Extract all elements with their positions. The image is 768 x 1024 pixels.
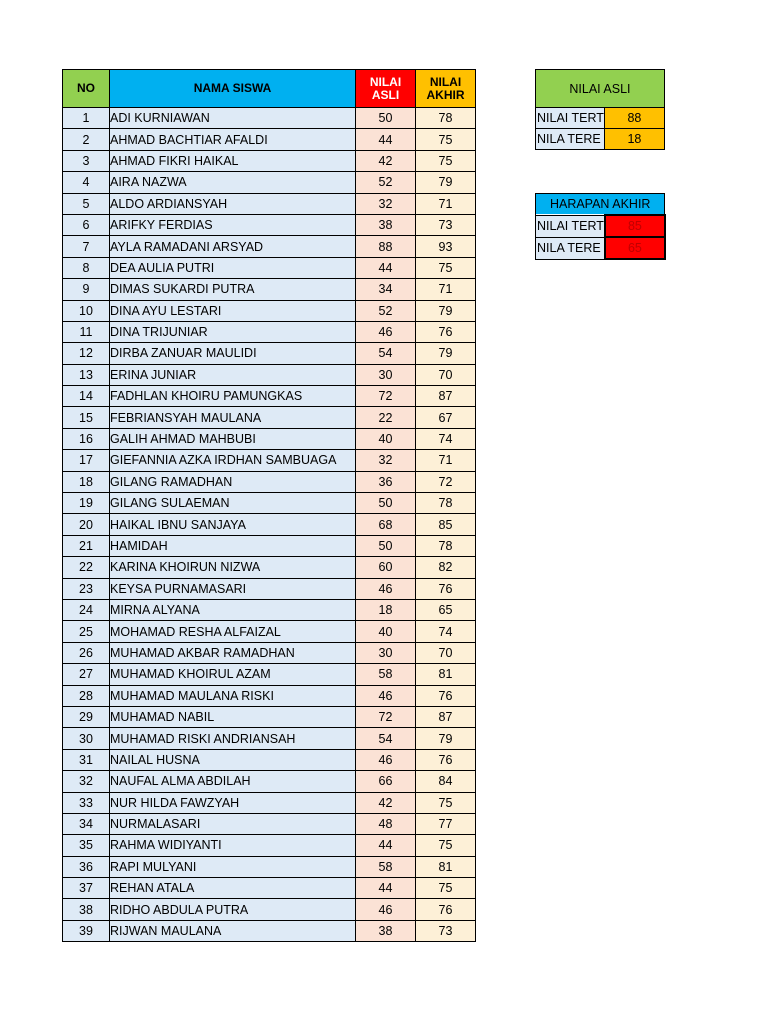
cell-nama[interactable]: MUHAMAD RISKI ANDRIANSAH xyxy=(110,728,356,749)
cell-nama[interactable]: NAUFAL ALMA ABDILAH xyxy=(110,771,356,792)
cell-nilai-akhir[interactable]: 76 xyxy=(416,685,476,706)
cell-nama[interactable]: REHAN ATALA xyxy=(110,878,356,899)
cell-nilai-asli[interactable]: 58 xyxy=(356,664,416,685)
cell-nilai-asli[interactable]: 44 xyxy=(356,878,416,899)
cell-nilai-asli[interactable]: 32 xyxy=(356,193,416,214)
harapan-max-value[interactable]: 85 xyxy=(605,215,665,237)
cell-nilai-asli[interactable]: 44 xyxy=(356,835,416,856)
cell-no[interactable]: 2 xyxy=(63,129,110,150)
table-row xyxy=(63,599,476,620)
cell-nama[interactable]: KARINA KHOIRUN NIZWA xyxy=(110,557,356,578)
cell-nama[interactable]: MUHAMAD KHOIRUL AZAM xyxy=(110,664,356,685)
harapan-akhir-title[interactable]: HARAPAN AKHIR xyxy=(536,194,665,216)
cell-nilai-asli[interactable]: 32 xyxy=(356,450,416,471)
cell-nilai-asli[interactable]: 44 xyxy=(356,257,416,278)
harapan-min-label[interactable]: NILA TERE xyxy=(536,237,605,259)
cell-nama[interactable]: DINA AYU LESTARI xyxy=(110,300,356,321)
table-row xyxy=(63,257,476,278)
cell-no[interactable]: 29 xyxy=(63,706,110,727)
table-row xyxy=(63,685,476,706)
cell-nama[interactable]: NAILAL HUSNA xyxy=(110,749,356,770)
nilai-asli-max-label[interactable]: NILAI TERT xyxy=(536,108,605,129)
header-nilai-akhir-line2: AKHIR xyxy=(426,87,465,102)
cell-no[interactable]: 37 xyxy=(63,878,110,899)
cell-nilai-asli[interactable]: 34 xyxy=(356,279,416,300)
table-row xyxy=(63,471,476,492)
cell-nama[interactable]: MUHAMAD AKBAR RAMADHAN xyxy=(110,642,356,663)
cell-nama[interactable]: MUHAMAD NABIL xyxy=(110,706,356,727)
table-body xyxy=(63,108,476,942)
cell-nilai-akhir[interactable]: 71 xyxy=(416,279,476,300)
table-row xyxy=(63,514,476,535)
cell-nilai-asli[interactable]: 54 xyxy=(356,343,416,364)
cell-nilai-akhir[interactable]: 79 xyxy=(416,172,476,193)
cell-nilai-akhir[interactable]: 75 xyxy=(416,150,476,171)
table-row xyxy=(63,749,476,770)
table-row xyxy=(63,621,476,642)
cell-nama[interactable]: AIRA NAZWA xyxy=(110,172,356,193)
cell-nilai-akhir[interactable]: 72 xyxy=(416,471,476,492)
cell-nilai-asli[interactable]: 42 xyxy=(356,792,416,813)
cell-nilai-akhir[interactable]: 76 xyxy=(416,749,476,770)
cell-nilai-akhir[interactable]: 78 xyxy=(416,108,476,129)
cell-nilai-akhir[interactable]: 75 xyxy=(416,835,476,856)
header-nilai-akhir-line1: NILAI xyxy=(429,74,462,89)
cell-nilai-akhir[interactable]: 70 xyxy=(416,642,476,663)
cell-nama[interactable]: RIJWAN MAULANA xyxy=(110,920,356,941)
table-row xyxy=(63,279,476,300)
summary-row xyxy=(536,129,665,150)
nilai-asli-summary xyxy=(535,69,665,150)
nilai-asli-min-value[interactable]: 18 xyxy=(604,129,664,150)
header-no[interactable]: NO xyxy=(63,70,110,108)
table-row xyxy=(63,493,476,514)
header-nilai-asli[interactable] xyxy=(356,70,416,108)
cell-nilai-asli[interactable]: 46 xyxy=(356,749,416,770)
table-row xyxy=(63,878,476,899)
cell-nama[interactable]: MIRNA ALYANA xyxy=(110,599,356,620)
cell-nilai-akhir[interactable]: 87 xyxy=(416,386,476,407)
summary-row xyxy=(536,108,665,129)
cell-nama[interactable]: MUHAMAD MAULANA RISKI xyxy=(110,685,356,706)
nilai-asli-max-value[interactable]: 88 xyxy=(604,108,664,129)
nilai-asli-min-label[interactable]: NILA TERE xyxy=(536,129,605,150)
cell-nilai-asli[interactable]: 18 xyxy=(356,599,416,620)
cell-no[interactable]: 10 xyxy=(63,300,110,321)
student-score-table xyxy=(62,69,476,942)
cell-no[interactable]: 32 xyxy=(63,771,110,792)
cell-nilai-akhir[interactable]: 73 xyxy=(416,920,476,941)
table-row xyxy=(63,535,476,556)
table-row xyxy=(63,557,476,578)
table-row xyxy=(63,728,476,749)
cell-no[interactable]: 34 xyxy=(63,813,110,834)
cell-no[interactable]: 23 xyxy=(63,578,110,599)
cell-nilai-asli[interactable]: 46 xyxy=(356,899,416,920)
cell-nama[interactable]: AYLA RAMADANI ARSYAD xyxy=(110,236,356,257)
cell-nilai-akhir[interactable]: 75 xyxy=(416,792,476,813)
table-row xyxy=(63,835,476,856)
table-row xyxy=(63,642,476,663)
cell-no[interactable]: 11 xyxy=(63,321,110,342)
cell-nilai-asli[interactable]: 88 xyxy=(356,236,416,257)
cell-nilai-asli[interactable]: 50 xyxy=(356,493,416,514)
table-row xyxy=(63,450,476,471)
cell-nama[interactable]: GILANG SULAEMAN xyxy=(110,493,356,514)
cell-no[interactable]: 18 xyxy=(63,471,110,492)
cell-no[interactable]: 13 xyxy=(63,364,110,385)
cell-nilai-asli[interactable]: 52 xyxy=(356,300,416,321)
cell-nilai-asli[interactable]: 30 xyxy=(356,642,416,663)
cell-nama[interactable]: GILANG RAMADHAN xyxy=(110,471,356,492)
cell-no[interactable]: 1 xyxy=(63,108,110,129)
header-nilai-asli-line2: ASLI xyxy=(371,87,400,102)
cell-nilai-akhir[interactable]: 81 xyxy=(416,856,476,877)
cell-no[interactable]: 16 xyxy=(63,428,110,449)
cell-no[interactable]: 4 xyxy=(63,172,110,193)
cell-nama[interactable]: ADI KURNIAWAN xyxy=(110,108,356,129)
cell-nama[interactable]: MOHAMAD RESHA ALFAIZAL xyxy=(110,621,356,642)
cell-nama[interactable]: AHMAD FIKRI HAIKAL xyxy=(110,150,356,171)
cell-nilai-asli[interactable]: 42 xyxy=(356,150,416,171)
table-row xyxy=(63,193,476,214)
cell-nama[interactable]: DEA AULIA PUTRI xyxy=(110,257,356,278)
cell-nilai-akhir[interactable]: 78 xyxy=(416,493,476,514)
cell-nilai-asli[interactable]: 60 xyxy=(356,557,416,578)
table-row xyxy=(63,792,476,813)
cell-nama[interactable]: NURMALASARI xyxy=(110,813,356,834)
cell-nilai-akhir[interactable]: 76 xyxy=(416,578,476,599)
cell-no[interactable]: 8 xyxy=(63,257,110,278)
table-row xyxy=(63,386,476,407)
cell-no[interactable]: 26 xyxy=(63,642,110,663)
table-row xyxy=(63,664,476,685)
cell-nilai-akhir[interactable]: 75 xyxy=(416,878,476,899)
summary-row xyxy=(536,215,665,237)
table-row xyxy=(63,214,476,235)
table-row xyxy=(63,150,476,171)
cell-no[interactable]: 22 xyxy=(63,557,110,578)
cell-no[interactable]: 25 xyxy=(63,621,110,642)
cell-no[interactable]: 39 xyxy=(63,920,110,941)
cell-nama[interactable]: AHMAD BACHTIAR AFALDI xyxy=(110,129,356,150)
cell-nilai-akhir[interactable]: 85 xyxy=(416,514,476,535)
cell-nilai-asli[interactable]: 68 xyxy=(356,514,416,535)
cell-nilai-akhir[interactable]: 79 xyxy=(416,343,476,364)
cell-no[interactable]: 28 xyxy=(63,685,110,706)
table-header-row xyxy=(63,70,476,108)
cell-nilai-asli[interactable]: 58 xyxy=(356,856,416,877)
cell-no[interactable]: 38 xyxy=(63,899,110,920)
cell-no[interactable]: 7 xyxy=(63,236,110,257)
cell-no[interactable]: 5 xyxy=(63,193,110,214)
cell-no[interactable]: 35 xyxy=(63,835,110,856)
cell-no[interactable]: 6 xyxy=(63,214,110,235)
table-row xyxy=(63,813,476,834)
cell-nilai-asli[interactable]: 30 xyxy=(356,364,416,385)
cell-nilai-asli[interactable]: 72 xyxy=(356,706,416,727)
cell-nilai-asli[interactable]: 48 xyxy=(356,813,416,834)
cell-no[interactable]: 3 xyxy=(63,150,110,171)
cell-nilai-akhir[interactable]: 76 xyxy=(416,899,476,920)
cell-nilai-asli[interactable]: 50 xyxy=(356,108,416,129)
cell-nilai-asli[interactable]: 40 xyxy=(356,428,416,449)
cell-nilai-akhir[interactable]: 70 xyxy=(416,364,476,385)
cell-nilai-akhir[interactable]: 77 xyxy=(416,813,476,834)
cell-nama[interactable]: ALDO ARDIANSYAH xyxy=(110,193,356,214)
cell-nama[interactable]: DIMAS SUKARDI PUTRA xyxy=(110,279,356,300)
cell-nilai-asli[interactable]: 22 xyxy=(356,407,416,428)
table-row xyxy=(63,236,476,257)
cell-nilai-asli[interactable]: 36 xyxy=(356,471,416,492)
cell-nama[interactable]: ARIFKY FERDIAS xyxy=(110,214,356,235)
cell-no[interactable]: 15 xyxy=(63,407,110,428)
table-row xyxy=(63,428,476,449)
cell-nilai-akhir[interactable]: 79 xyxy=(416,728,476,749)
header-nilai-akhir[interactable] xyxy=(416,70,476,108)
cell-nilai-asli[interactable]: 46 xyxy=(356,321,416,342)
cell-nama[interactable]: RIDHO ABDULA PUTRA xyxy=(110,899,356,920)
harapan-max-label[interactable]: NILAI TERT xyxy=(536,215,605,237)
cell-nilai-akhir[interactable]: 79 xyxy=(416,300,476,321)
cell-nilai-asli[interactable]: 54 xyxy=(356,728,416,749)
cell-nilai-akhir[interactable]: 67 xyxy=(416,407,476,428)
cell-nilai-asli[interactable]: 38 xyxy=(356,920,416,941)
cell-nilai-asli[interactable]: 46 xyxy=(356,578,416,599)
table-row xyxy=(63,856,476,877)
cell-nilai-akhir[interactable]: 75 xyxy=(416,129,476,150)
cell-nama[interactable]: DINA TRIJUNIAR xyxy=(110,321,356,342)
cell-nilai-asli[interactable]: 72 xyxy=(356,386,416,407)
nilai-asli-title[interactable]: NILAI ASLI xyxy=(536,70,665,108)
cell-nilai-asli[interactable]: 66 xyxy=(356,771,416,792)
table-row xyxy=(63,321,476,342)
cell-nilai-akhir[interactable]: 84 xyxy=(416,771,476,792)
table-row xyxy=(63,771,476,792)
table-row xyxy=(63,364,476,385)
table-row xyxy=(63,578,476,599)
cell-no[interactable]: 31 xyxy=(63,749,110,770)
cell-nilai-akhir[interactable]: 73 xyxy=(416,214,476,235)
cell-nilai-asli[interactable]: 46 xyxy=(356,685,416,706)
cell-nama[interactable]: HAIKAL IBNU SANJAYA xyxy=(110,514,356,535)
harapan-min-value[interactable]: 65 xyxy=(605,237,665,259)
cell-no[interactable]: 27 xyxy=(63,664,110,685)
cell-no[interactable]: 30 xyxy=(63,728,110,749)
cell-nilai-akhir[interactable]: 71 xyxy=(416,193,476,214)
table-row xyxy=(63,343,476,364)
cell-nilai-akhir[interactable]: 76 xyxy=(416,321,476,342)
cell-nilai-asli[interactable]: 52 xyxy=(356,172,416,193)
table-row xyxy=(63,920,476,941)
cell-nama[interactable]: GALIH AHMAD MAHBUBI xyxy=(110,428,356,449)
harapan-akhir-summary xyxy=(535,193,666,260)
cell-nama[interactable]: NUR HILDA FAWZYAH xyxy=(110,792,356,813)
cell-nilai-akhir[interactable]: 74 xyxy=(416,428,476,449)
header-nama-siswa[interactable]: NAMA SISWA xyxy=(110,70,356,108)
cell-nilai-akhir[interactable]: 93 xyxy=(416,236,476,257)
cell-no[interactable]: 12 xyxy=(63,343,110,364)
table-row xyxy=(63,129,476,150)
cell-nama[interactable]: HAMIDAH xyxy=(110,535,356,556)
cell-nilai-akhir[interactable]: 71 xyxy=(416,450,476,471)
cell-nilai-akhir[interactable]: 78 xyxy=(416,535,476,556)
table-row xyxy=(63,172,476,193)
cell-nama[interactable]: FEBRIANSYAH MAULANA xyxy=(110,407,356,428)
cell-nilai-asli[interactable]: 44 xyxy=(356,129,416,150)
table-row xyxy=(63,300,476,321)
table-row xyxy=(63,407,476,428)
cell-no[interactable]: 33 xyxy=(63,792,110,813)
table-row xyxy=(63,108,476,129)
cell-no[interactable]: 36 xyxy=(63,856,110,877)
cell-nilai-asli[interactable]: 50 xyxy=(356,535,416,556)
cell-no[interactable]: 19 xyxy=(63,493,110,514)
cell-nilai-akhir[interactable]: 75 xyxy=(416,257,476,278)
summary-row xyxy=(536,237,665,259)
cell-nama[interactable]: DIRBA ZANUAR MAULIDI xyxy=(110,343,356,364)
header-nilai-asli-line1: NILAI xyxy=(369,74,402,89)
cell-nilai-asli[interactable]: 38 xyxy=(356,214,416,235)
table-row xyxy=(63,899,476,920)
cell-nama[interactable]: RAPI MULYANI xyxy=(110,856,356,877)
cell-nilai-akhir[interactable]: 82 xyxy=(416,557,476,578)
cell-nilai-akhir[interactable]: 87 xyxy=(416,706,476,727)
cell-no[interactable]: 21 xyxy=(63,535,110,556)
cell-no[interactable]: 9 xyxy=(63,279,110,300)
cell-nama[interactable]: KEYSA PURNAMASARI xyxy=(110,578,356,599)
cell-nilai-akhir[interactable]: 81 xyxy=(416,664,476,685)
cell-no[interactable]: 14 xyxy=(63,386,110,407)
table-row xyxy=(63,706,476,727)
cell-nilai-akhir[interactable]: 74 xyxy=(416,621,476,642)
cell-nama[interactable]: RAHMA WIDIYANTI xyxy=(110,835,356,856)
cell-nama[interactable]: FADHLAN KHOIRU PAMUNGKAS xyxy=(110,386,356,407)
cell-no[interactable]: 20 xyxy=(63,514,110,535)
cell-nilai-asli[interactable]: 40 xyxy=(356,621,416,642)
cell-no[interactable]: 17 xyxy=(63,450,110,471)
cell-nilai-akhir[interactable]: 65 xyxy=(416,599,476,620)
cell-nama[interactable]: ERINA JUNIAR xyxy=(110,364,356,385)
cell-nama[interactable]: GIEFANNIA AZKA IRDHAN SAMBUAGA xyxy=(110,450,356,471)
cell-no[interactable]: 24 xyxy=(63,599,110,620)
